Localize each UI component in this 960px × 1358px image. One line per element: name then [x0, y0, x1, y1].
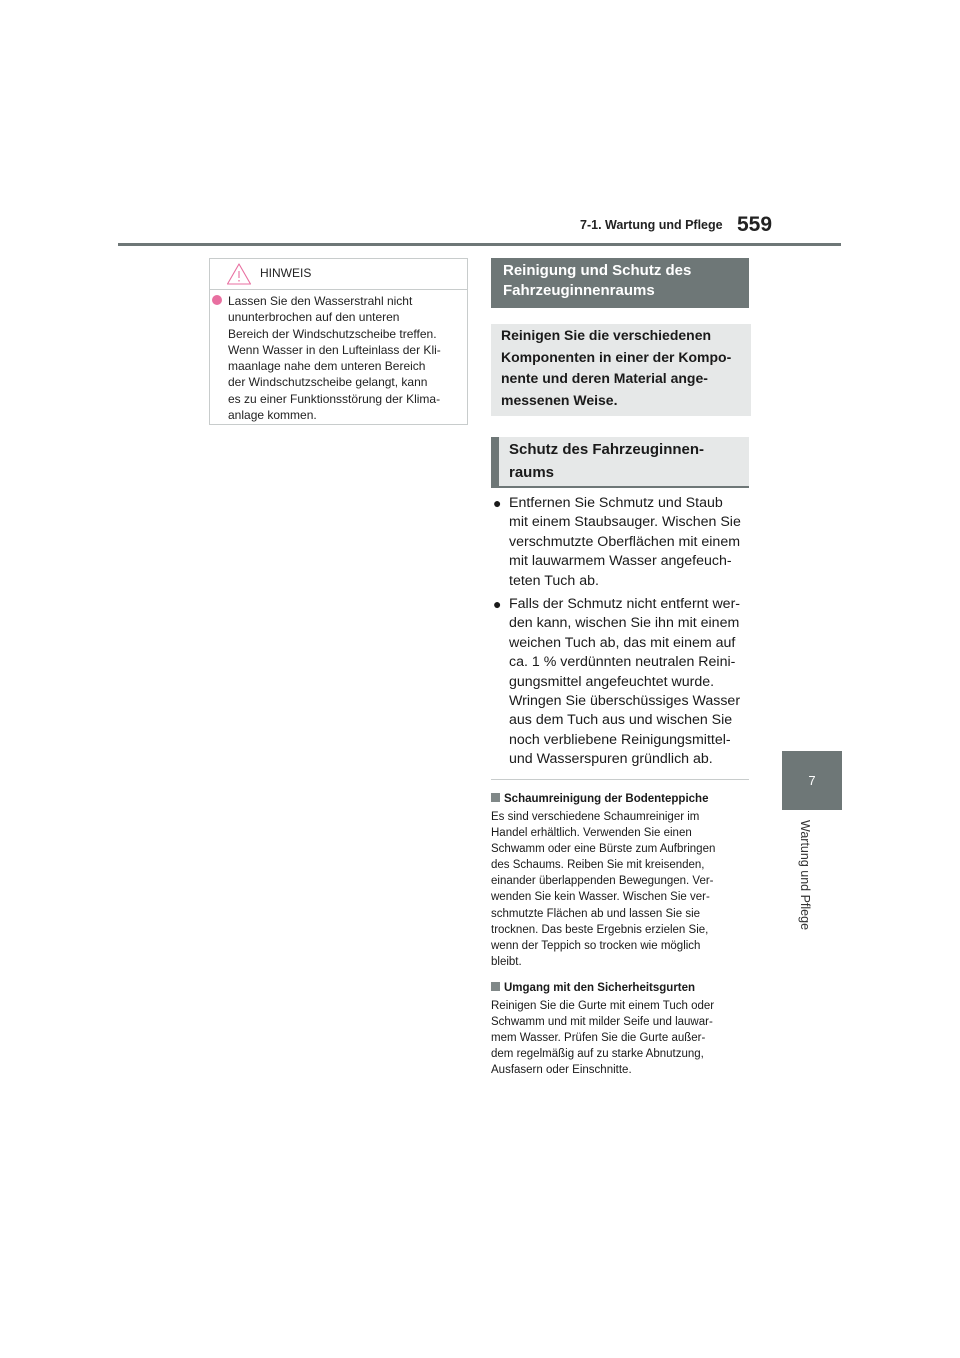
- header-rule: [118, 243, 841, 246]
- topic-line: bleibt.: [491, 955, 522, 968]
- notice-line: der Windschutzscheibe gelangt, kann: [228, 375, 428, 390]
- intro-box: [491, 324, 751, 416]
- bullet-line: verschmutzte Oberflächen mit einem: [509, 533, 741, 550]
- list-item: [491, 494, 749, 591]
- subsection-heading: [491, 437, 749, 488]
- topic-line: Schwamm oder eine Bürste zum Aufbringen: [491, 843, 716, 856]
- topic-line: Reinigen Sie die Gurte mit einem Tuch oder: [491, 1000, 715, 1012]
- notice-header: [210, 259, 467, 290]
- subsection-heading-line: raums: [509, 464, 555, 481]
- bullet-line: weichen Tuch ab, das mit einem auf: [509, 634, 736, 651]
- topic-line: Ausfasern oder Einschnitte.: [491, 1064, 632, 1077]
- bullet-line: den kann, wischen Sie ihn mit einem: [509, 615, 740, 632]
- bullet-line: gungsmittel angefeuchtet wurde.: [509, 673, 715, 690]
- section-heading: [491, 258, 749, 308]
- notice-line: maanlage nahe dem unteren Bereich: [228, 359, 426, 374]
- section-divider: [491, 779, 749, 780]
- notice-line: ununterbrochen auf den unteren: [228, 310, 400, 325]
- list-item: [491, 595, 749, 770]
- section-heading-line: Fahrzeuginnenraums: [503, 282, 655, 299]
- topic-line: wenn der Teppich so trocken wie möglich: [491, 939, 701, 952]
- subsection-heading-line: Schutz des Fahrzeuginnen-: [509, 441, 705, 458]
- bullet-line: Wringen Sie überschüssiges Wasser: [509, 693, 741, 710]
- warning-triangle-icon: [226, 262, 252, 286]
- notice-line: anlage kommen.: [228, 408, 317, 423]
- notice-line: es zu einer Funktionsstörung der Klima-: [228, 391, 441, 406]
- notice-line: Wenn Wasser in den Lufteinlass der Kli-: [228, 342, 441, 357]
- bullet-mark: ●: [493, 495, 502, 511]
- bullet-list: [491, 494, 749, 774]
- bullet-line: teten Tuch ab.: [509, 572, 599, 589]
- intro-line: Reinigen Sie die verschiedenen: [501, 327, 712, 343]
- page-number: 559: [737, 213, 773, 236]
- bullet-line: und Wasserspuren gründlich ab.: [509, 751, 713, 768]
- topic-line: des Schaums. Reiben Sie mit kreisenden,: [491, 859, 705, 872]
- bullet-line: Entfernen Sie Schmutz und Staub: [509, 495, 723, 511]
- section-heading-line: Reinigung und Schutz des: [503, 262, 692, 279]
- bullet-line: noch verbliebene Reinigungsmittel-: [509, 731, 731, 748]
- topic-title: Schaumreinigung der Bodenteppiche: [491, 791, 749, 807]
- notice-text: [210, 290, 467, 423]
- topic-line: einander überlappenden Bewegungen. Ver-: [491, 875, 714, 888]
- topic-line: mem Wasser. Prüfen Sie die Gurte außer-: [491, 1032, 706, 1045]
- notice-line: Lassen Sie den Wasserstrahl nicht: [228, 294, 413, 308]
- chapter-tab: 7: [782, 751, 842, 810]
- topic-line: dem regelmäßig auf zu starke Abnutzung,: [491, 1048, 704, 1061]
- intro-line: Komponenten in einer der Kompo-: [501, 348, 732, 365]
- topic-text: [491, 998, 749, 1078]
- notice-line: Bereich der Windschutzscheibe treffen.: [228, 326, 437, 341]
- topic-line: wenden Sie kein Wasser. Wischen Sie ver-: [491, 891, 710, 904]
- topic-title: Umgang mit den Sicherheitsgurten: [491, 980, 749, 996]
- bullet-line: Falls der Schmutz nicht entfernt wer-: [509, 596, 741, 613]
- notice-box: [209, 258, 468, 425]
- topic-text: [491, 809, 749, 970]
- bullet-mark: ●: [493, 596, 502, 613]
- bullet-line: mit einem Staubsauger. Wischen Sie: [509, 514, 741, 531]
- topic-line: Schwamm und mit milder Seife und lauwar-: [491, 1016, 713, 1029]
- chapter-label: Wartung und Pflege: [798, 820, 812, 931]
- square-bullet-icon: [491, 793, 500, 802]
- topic-line: schmutzte Flächen ab und lassen Sie sie: [491, 907, 701, 920]
- notice-title: HINWEIS: [260, 266, 312, 280]
- topic-foam-cleaning: [491, 791, 749, 970]
- bullet-line: aus dem Tuch aus und wischen Sie: [509, 712, 733, 729]
- topic-seat-belts: [491, 980, 749, 1078]
- square-bullet-icon: [491, 982, 500, 991]
- section-title: 7-1. Wartung und Pflege: [580, 218, 723, 232]
- intro-line: nente und deren Material ange-: [501, 370, 708, 387]
- bullet-line: mit lauwarmem Wasser angefeuch-: [509, 553, 732, 570]
- bullet-line: ca. 1 % verdünnten neutralen Reini-: [509, 654, 736, 671]
- topic-line: Handel erhältlich. Verwenden Sie einen: [491, 827, 692, 840]
- notice-bullet: [212, 295, 222, 305]
- topic-line: trocknen. Das beste Ergebnis erzielen Sie,: [491, 923, 709, 936]
- topic-line: Es sind verschiedene Schaumreiniger im: [491, 811, 700, 823]
- intro-line: messenen Weise.: [501, 392, 618, 409]
